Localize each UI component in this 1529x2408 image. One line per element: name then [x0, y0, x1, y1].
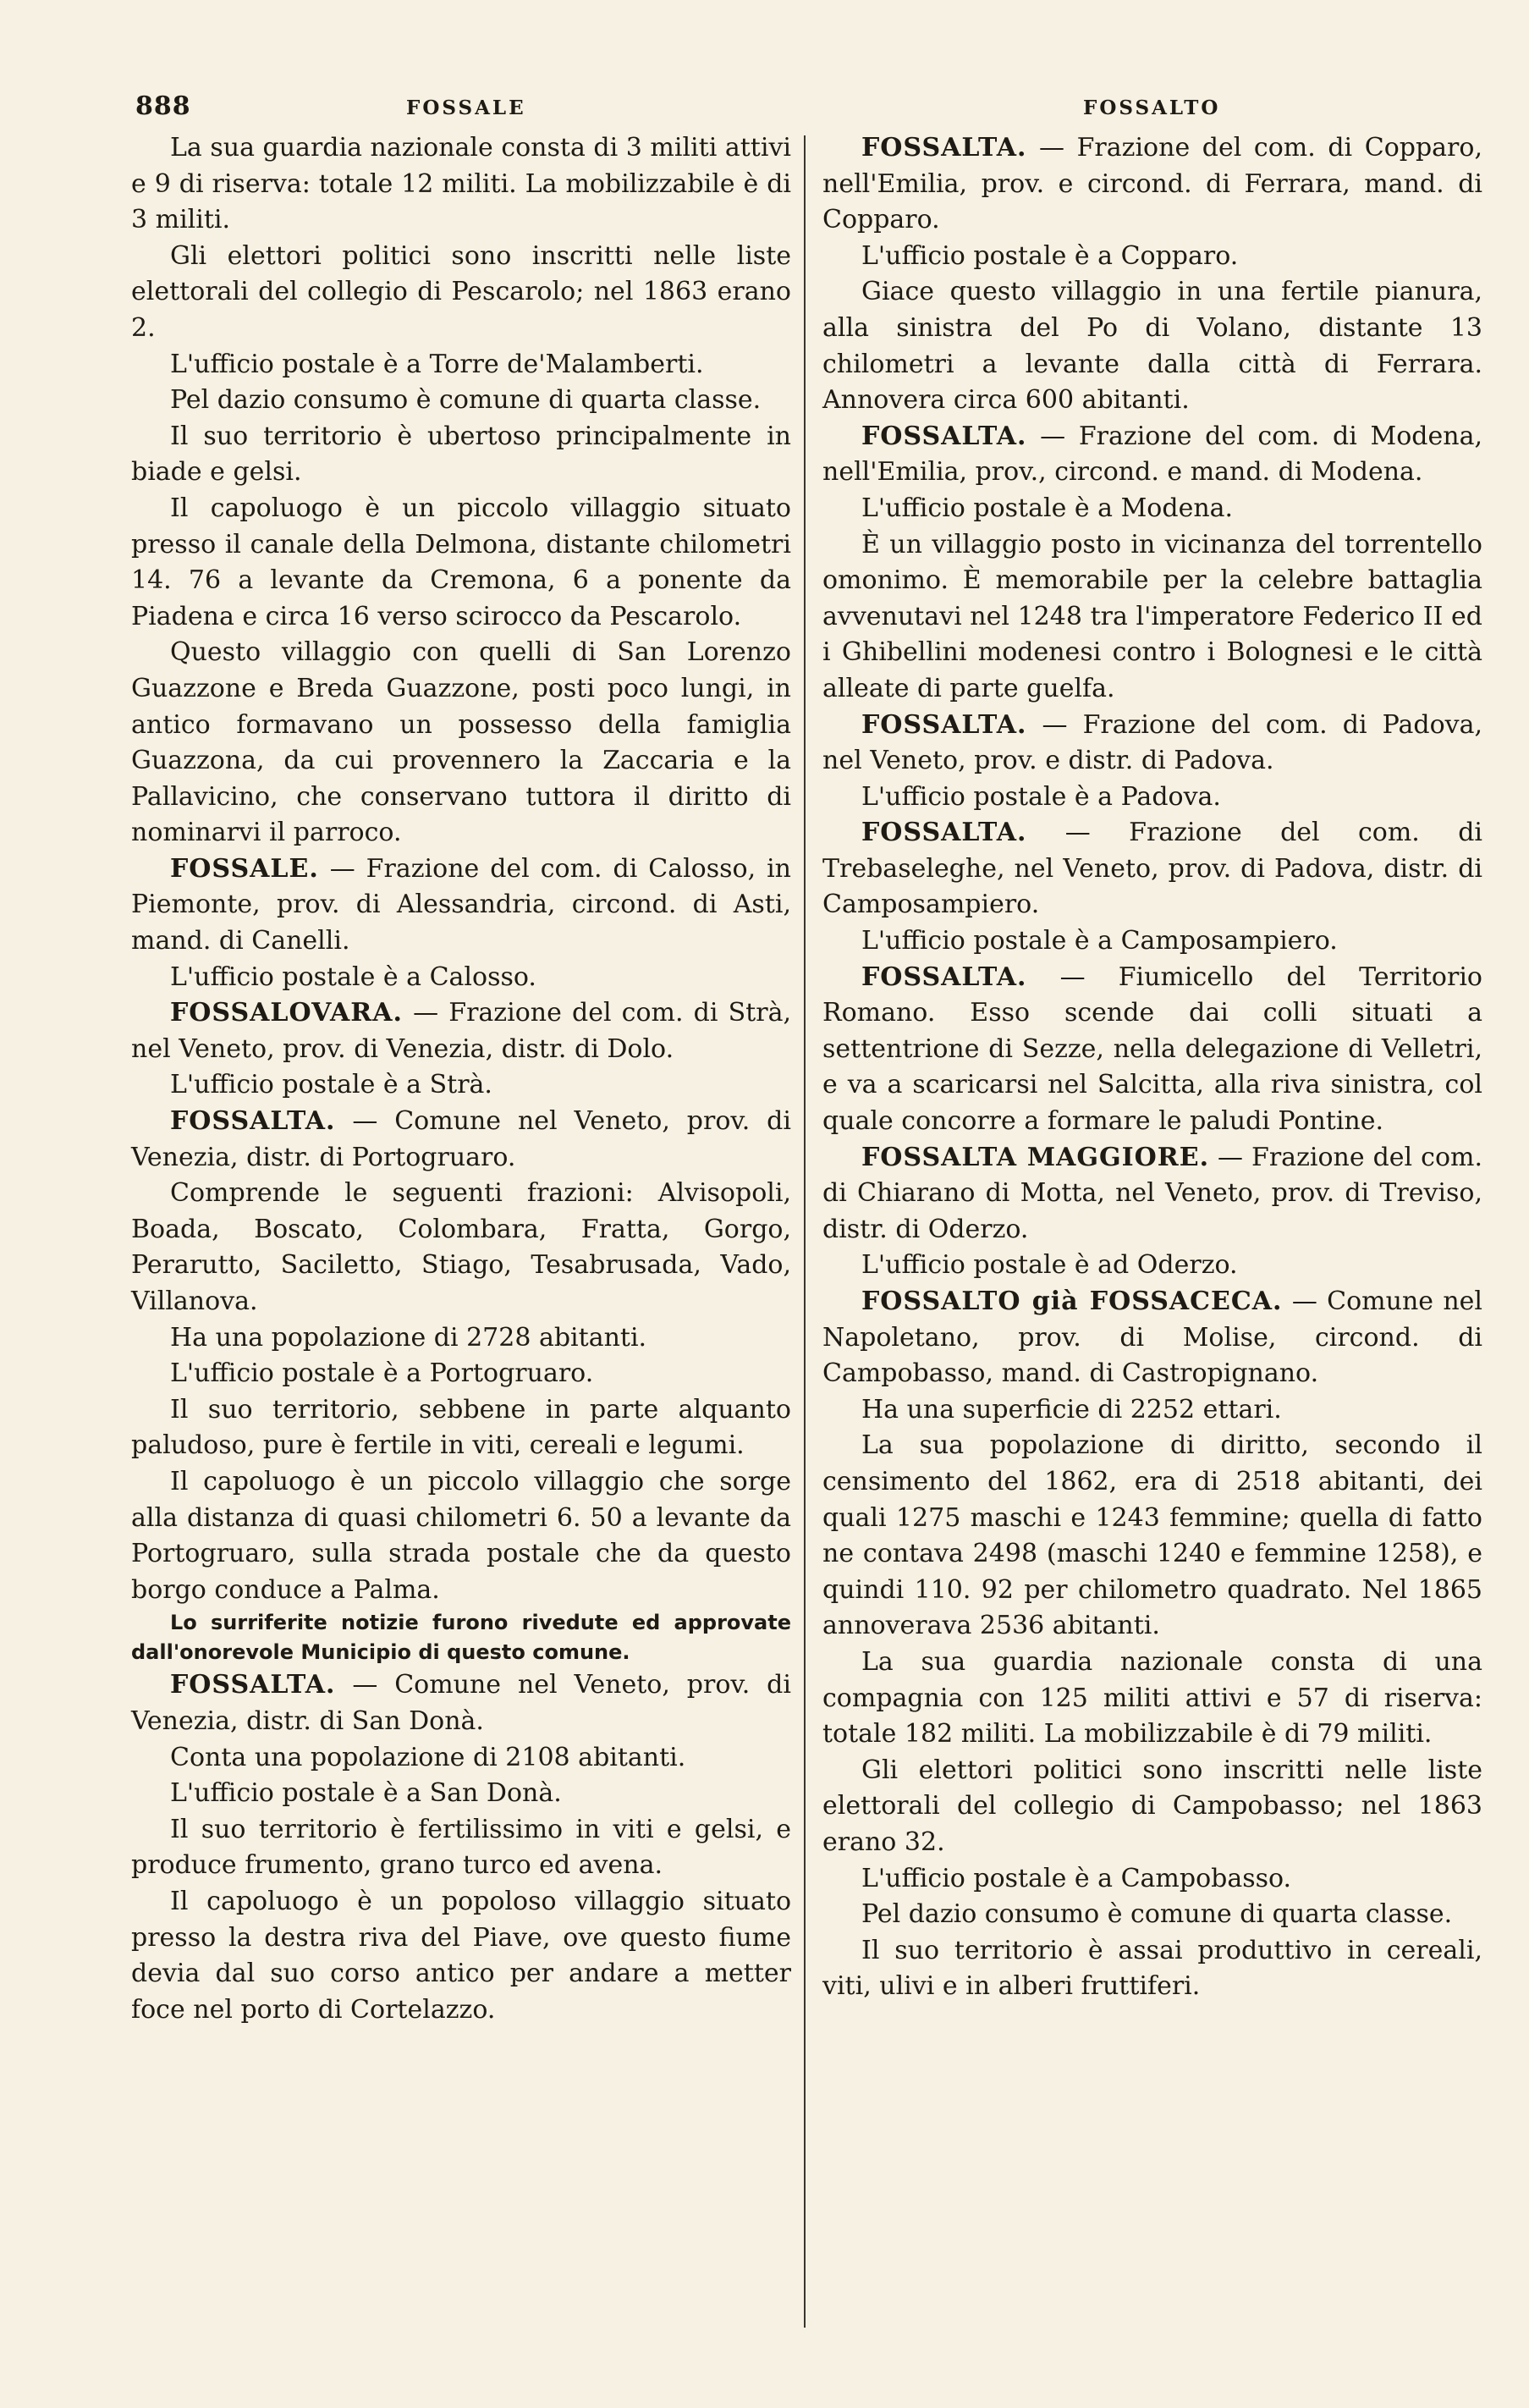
paragraph-text: Il capoluogo è un popoloso villaggio situato presso la destra riva del Piave, ove questo fiume devia dal suo corso antico per andare a metter foce nel porto di Cortelazzo. — [131, 1886, 791, 2025]
paragraph-text: Giace questo villaggio in una fertile pianura, alla sinistra del Po di Volano, distante 13 chilometri a levante dalla città di Ferrara. Annovera circa 600 abitanti. — [822, 277, 1482, 416]
paragraph-text: Gli elettori politici sono inscritti nelle liste elettorali del collegio di Campobasso; nel 1863 erano 32. — [822, 1755, 1482, 1857]
column-divider — [804, 135, 806, 2328]
paragraph — [131, 419, 791, 491]
entry-headword: FOSSALTA. — [861, 421, 1027, 451]
entry-paragraph — [822, 708, 1482, 780]
paragraph-text: L'ufficio postale è a Campobasso. — [861, 1863, 1292, 1893]
paragraph — [822, 923, 1482, 960]
entry-paragraph — [822, 815, 1482, 923]
entry-headword: FOSSALTA. — [861, 133, 1027, 163]
paragraph-text: Pel dazio consumo è comune di quarta classe. — [170, 385, 762, 416]
paragraph-text: — Frazione del com. di Modena, nell'Emilia, prov., circond. e mand. di Modena. — [822, 421, 1482, 488]
page-header — [135, 91, 1489, 130]
entry-paragraph — [822, 1140, 1482, 1248]
paragraph-text: Il suo territorio è assai produttivo in cereali, viti, ulivi e in alberi fruttiferi. — [822, 1935, 1482, 2002]
paragraph-text: — Comune nel Veneto, prov. di Venezia, distr. di San Donà. — [131, 1670, 791, 1736]
paragraph-text: L'ufficio postale è a Portogruaro. — [170, 1358, 594, 1389]
paragraph — [131, 383, 791, 419]
paragraph-text: L'ufficio postale è a Modena. — [861, 493, 1234, 523]
paragraph — [131, 1776, 791, 1812]
paragraph-text: — Frazione del com. di Chiarano di Motta, nel Veneto, prov. di Treviso, distr. di Oderzo. — [822, 1142, 1482, 1244]
paragraph — [131, 491, 791, 635]
paragraph — [822, 1428, 1482, 1645]
footnote — [131, 1608, 791, 1667]
entry-headword: FOSSALTA. — [861, 962, 1027, 992]
entry-paragraph — [822, 419, 1482, 491]
paragraph-text: L'ufficio postale è ad Oderzo. — [861, 1250, 1238, 1281]
paragraph-text: — Comune nel Napoletano, prov. di Molise, circond. di Campobasso, mand. di Castropignano. — [822, 1287, 1483, 1389]
paragraph-text: Pel dazio consumo è comune di quarta classe. — [861, 1899, 1453, 1930]
entry-paragraph — [131, 1667, 791, 1739]
paragraph — [131, 635, 791, 851]
paragraph-text: L'ufficio postale è a Padova. — [861, 781, 1221, 812]
paragraph-text: L'ufficio postale è a Strà. — [170, 1070, 492, 1100]
paragraph-text: Il suo territorio è fertilissimo in viti e gelsi, e produce frumento, grano turco ed avena. — [131, 1814, 791, 1881]
entry-paragraph — [131, 995, 791, 1067]
paragraph-text: L'ufficio postale è a San Donà. — [170, 1778, 562, 1809]
paragraph-text: Conta una popolazione di 2108 abitanti. — [170, 1742, 686, 1772]
paragraph-text: L'ufficio postale è a Camposampiero. — [861, 926, 1338, 956]
entry-headword: FOSSALE. — [170, 853, 319, 884]
paragraph — [131, 1464, 791, 1608]
paragraph-text: Il suo territorio è ubertoso principalmente in biade e gelsi. — [131, 421, 791, 488]
paragraph-text: — Comune nel Veneto, prov. di Venezia, distr. di Portogruaro. — [131, 1106, 791, 1172]
paragraph-text: La sua guardia nazionale consta di 3 militi attivi e 9 di riserva: totale 12 militi. La mobilizzabile è di 3 militi. — [131, 133, 791, 235]
right-running-head: FOSSALTO — [1083, 96, 1221, 119]
paragraph — [822, 274, 1482, 418]
paragraph-text: La sua popolazione di diritto, secondo il censimento del 1862, era di 2518 abitanti, dei quali 1275 maschi e 1243 femmine; quella di fatto ne contava 2498 (maschi 1240 e femmine 1258), e quindi 110. 92 per chilometro quadrato. Nel 1865 annoverava 2536 abitanti. — [822, 1430, 1482, 1641]
paragraph — [131, 347, 791, 383]
paragraph — [131, 1067, 791, 1104]
paragraph-text: L'ufficio postale è a Copparo. — [861, 240, 1239, 271]
entry-paragraph — [131, 1104, 791, 1176]
paragraph-text: — Fiumicello del Territorio Romano. Esso scende dai colli situati a settentrione di Sezze, nella delegazione di Velletri, e va a scaricarsi nel Salcitta, alla riva sinistra, col quale concorre a formare le paludi Pontine. — [822, 962, 1482, 1137]
paragraph — [131, 1740, 791, 1777]
entry-paragraph — [822, 1284, 1482, 1392]
entry-paragraph — [131, 851, 791, 960]
paragraph — [822, 1861, 1482, 1898]
paragraph-text: L'ufficio postale è a Calosso. — [170, 962, 536, 992]
paragraph-text: — Frazione del com. di Strà, nel Veneto, prov. di Venezia, distr. di Dolo. — [131, 998, 791, 1064]
paragraph-text: L'ufficio postale è a Torre de'Malamberti. — [170, 349, 704, 379]
left-running-head: FOSSALE — [406, 96, 526, 119]
entry-headword: FOSSALTA. — [170, 1670, 336, 1700]
paragraph-text: Il suo territorio, sebbene in parte alquanto paludoso, pure è fertile in viti, cereali e legumi. — [131, 1394, 791, 1461]
paragraph-text: Ha una superficie di 2252 ettari. — [861, 1394, 1282, 1424]
paragraph-text: Gli elettori politici sono inscritti nelle liste elettorali del collegio di Pescarolo; nel 1863 erano 2. — [131, 240, 791, 343]
entry-headword: FOSSALTA. — [170, 1106, 336, 1137]
entry-headword: FOSSALTA. — [861, 818, 1027, 848]
paragraph — [131, 1812, 791, 1884]
entry-headword: FOSSALTA. — [861, 709, 1027, 740]
entry-headword: FOSSALTO già FOSSACECA. — [861, 1287, 1283, 1316]
paragraph — [131, 239, 791, 347]
paragraph-text: Lo surriferite notizie furono rivedute ed approvate dall'onorevole Municipio di questo comune. — [131, 1611, 791, 1665]
entry-paragraph — [822, 130, 1482, 239]
paragraph — [131, 130, 791, 239]
entry-headword: FOSSALTA MAGGIORE. — [861, 1142, 1210, 1172]
paragraph — [131, 1176, 791, 1320]
paragraph — [822, 1645, 1482, 1753]
paragraph-text: — Frazione del com. di Calosso, in Piemonte, prov. di Alessandria, circond. di Asti, mand. di Canelli. — [131, 853, 791, 956]
paragraph — [822, 527, 1482, 708]
paragraph — [822, 1933, 1482, 2005]
paragraph-text: — Frazione del com. di Trebaseleghe, nel Veneto, prov. di Padova, distr. di Camposampiero. — [822, 818, 1482, 920]
left-column — [131, 130, 791, 2028]
paragraph — [131, 1320, 791, 1357]
paragraph — [822, 1753, 1482, 1861]
paragraph — [822, 780, 1482, 816]
paragraph-text: Il capoluogo è un piccolo villaggio situato presso il canale della Delmona, distante chilometri 14. 76 a levante da Cremona, 6 a ponente da Piadena e circa 16 verso scirocco da Pescarolo. — [131, 493, 791, 631]
paragraph — [822, 1392, 1482, 1429]
paragraph-text: Questo villaggio con quelli di San Lorenzo Guazzone e Breda Guazzone, posti poco lungi, in antico formavano un possesso della famiglia Guazzona, da cui provennero la Zaccaria e la Pallavicino, che conservano tuttora il diritto di nominarvi il parroco. — [131, 637, 791, 848]
paragraph-text: Ha una popolazione di 2728 abitanti. — [170, 1322, 647, 1353]
paragraph — [822, 1897, 1482, 1933]
paragraph-text: — Frazione del com. di Padova, nel Veneto, prov. e distr. di Padova. — [822, 709, 1482, 776]
paragraph — [131, 1356, 791, 1392]
entry-headword: FOSSALOVARA. — [170, 998, 403, 1028]
paragraph-text: È un villaggio posto in vicinanza del torrentello omonimo. È memorabile per la celebre battaglia avvenutavi nel 1248 tra l'imperatore Federico II ed i Ghibellini modenesi contro i Bolognesi e le città alleate di parte guelfa. — [822, 529, 1482, 703]
paragraph — [822, 239, 1482, 275]
paragraph — [131, 960, 791, 996]
entry-paragraph — [822, 960, 1482, 1140]
paragraph-text: Il capoluogo è un piccolo villaggio che sorge alla distanza di quasi chilometri 6. 50 a levante da Portogruaro, sulla strada postale che da questo borgo conduce a Palma. — [131, 1466, 791, 1605]
paragraph-text: La sua guardia nazionale consta di una compagnia con 125 militi attivi e 57 di riserva: totale 182 militi. La mobilizzabile è di 79 militi. — [822, 1646, 1482, 1750]
paragraph — [131, 1392, 791, 1464]
paragraph — [822, 1248, 1482, 1284]
paragraph-text: — Frazione del com. di Copparo, nell'Emilia, prov. e circond. di Ferrara, mand. di Copparo. — [822, 133, 1482, 235]
paragraph — [131, 1884, 791, 2028]
paragraph-text: Comprende le seguenti frazioni: Alvisopoli, Boada, Boscato, Colombara, Fratta, Gorgo, Perarutto, Saciletto, Stiago, Tesabrusada, Vado, Villanova. — [131, 1178, 791, 1316]
paragraph — [822, 491, 1482, 527]
page-number: 888 — [135, 91, 191, 121]
right-column — [822, 130, 1482, 2005]
